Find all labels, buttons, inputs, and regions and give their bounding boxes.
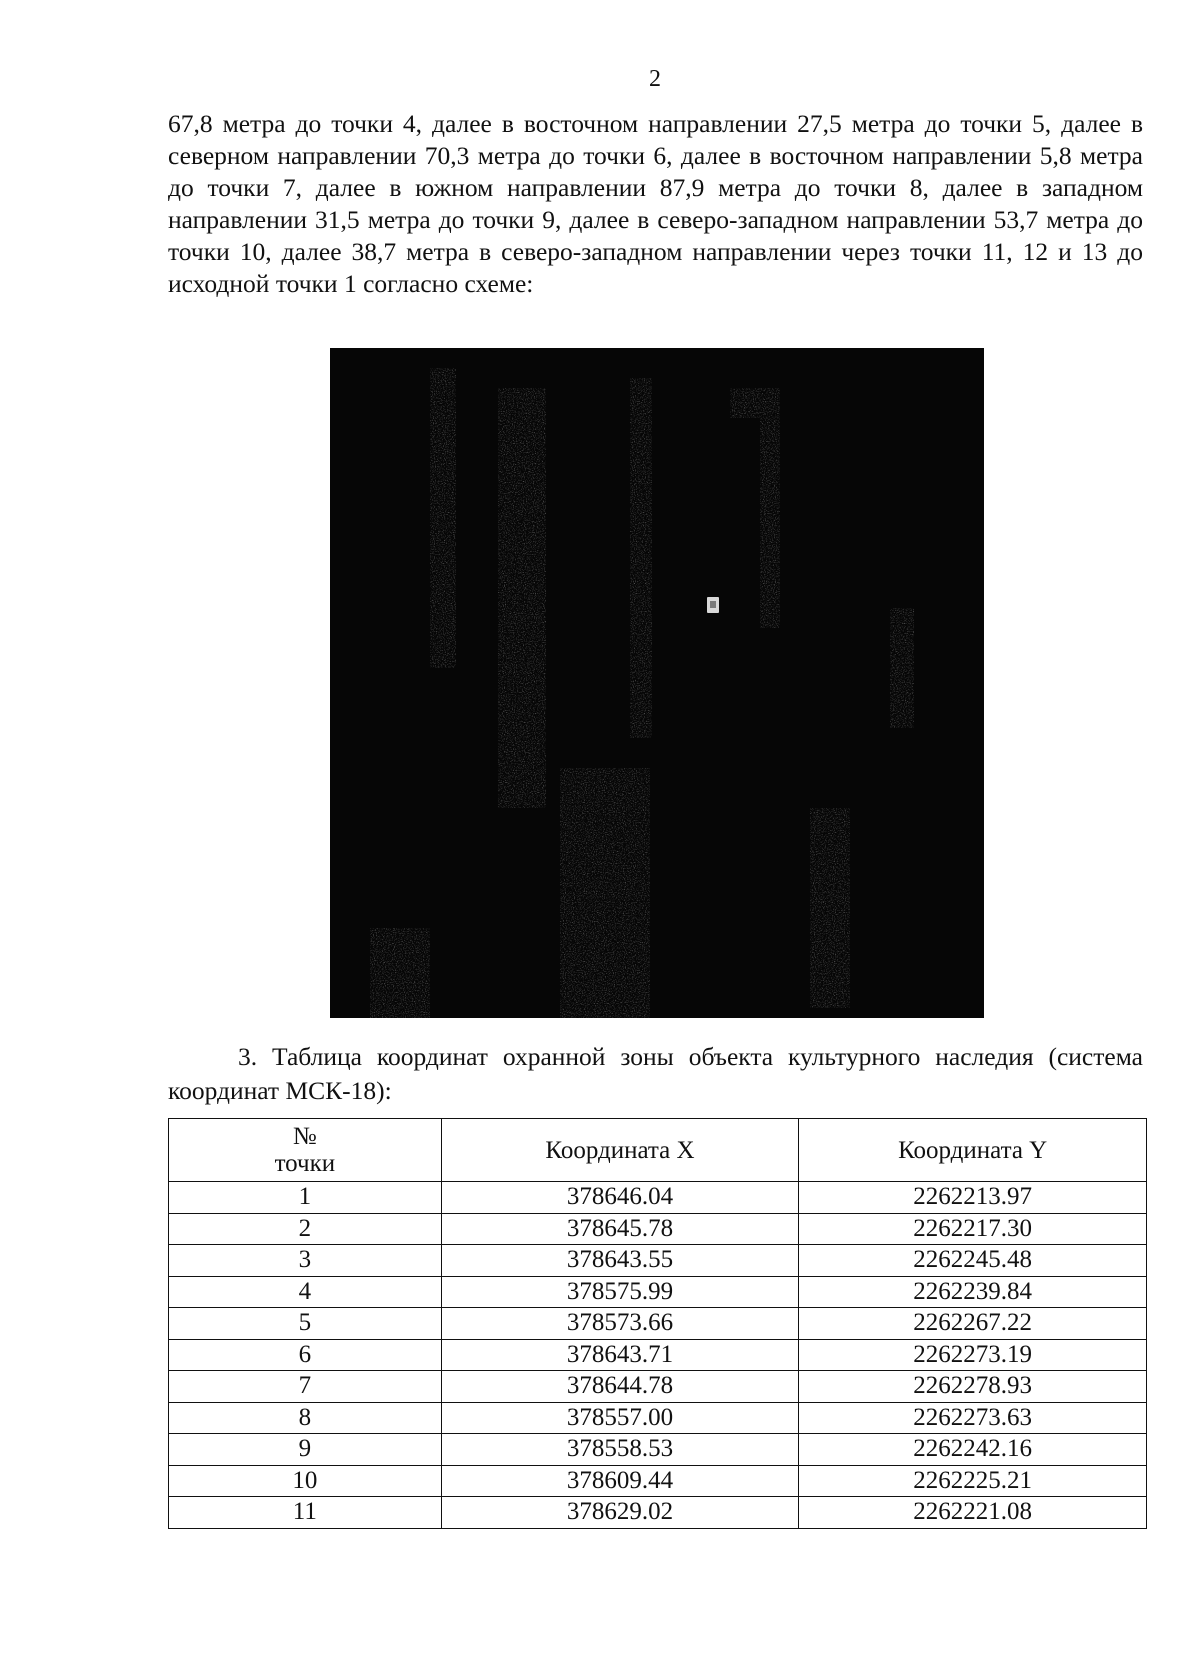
point-number-cell: 1: [169, 1182, 442, 1214]
coordinate-x-cell: 378609.44: [441, 1465, 799, 1497]
coordinate-x-cell: 378643.55: [441, 1245, 799, 1277]
coordinate-x-cell: 378558.53: [441, 1434, 799, 1466]
point-number-cell: 7: [169, 1371, 442, 1403]
point-number-cell: 6: [169, 1339, 442, 1371]
scheme-background: [330, 348, 984, 1018]
coordinate-x-cell: 378645.78: [441, 1213, 799, 1245]
point-number-cell: 3: [169, 1245, 442, 1277]
coordinate-x-cell: 378644.78: [441, 1371, 799, 1403]
table-row: [169, 1497, 1147, 1529]
table-row: [169, 1245, 1147, 1277]
table-row: [169, 1213, 1147, 1245]
table-row: [169, 1276, 1147, 1308]
table-row: [169, 1371, 1147, 1403]
coordinate-y-cell: 2262239.84: [799, 1276, 1147, 1308]
section-title-text: 3. Таблица координат охранной зоны объекта культурного наследия (система координат МСК-18):: [168, 1042, 1143, 1105]
boundary-scheme-image: [330, 348, 984, 1018]
table-header-row: [169, 1119, 1147, 1182]
coordinate-x-cell: 378643.71: [441, 1339, 799, 1371]
table-row: [169, 1402, 1147, 1434]
point-number-cell: 8: [169, 1402, 442, 1434]
section-title: [168, 1040, 1143, 1108]
coordinate-x-cell: 378575.99: [441, 1276, 799, 1308]
coordinates-table-body: [169, 1182, 1147, 1529]
point-number-cell: 9: [169, 1434, 442, 1466]
coordinates-table: [168, 1118, 1147, 1529]
table-row: [169, 1182, 1147, 1214]
header-coordinate-y: Координата Y: [799, 1119, 1147, 1182]
header-coordinate-x: Координата X: [441, 1119, 799, 1182]
page-number: 2: [649, 66, 661, 92]
coordinate-y-cell: 2262217.30: [799, 1213, 1147, 1245]
coordinate-y-cell: 2262267.22: [799, 1308, 1147, 1340]
coordinate-y-cell: 2262245.48: [799, 1245, 1147, 1277]
coordinate-y-cell: 2262225.21: [799, 1465, 1147, 1497]
boundary-description: 67,8 метра до точки 4, далее в восточном направлении 27,5 метра до точки 5, далее в северном направлении 70,3 метра до точки 6, далее в восточном направлении 5,8 метра до точки 7, далее в южном направлении 87,9 метра до точки 8, далее в западном направлении 31,5 метра до точки 9, далее в северо-западном направлении 53,7 метра до точки 10, далее 38,7 метра в северо-западном направлении через точки 11, 12 и 13 до исходной точки 1 согласно схеме:: [168, 109, 1143, 298]
table-row: [169, 1339, 1147, 1371]
point-number-cell: 5: [169, 1308, 442, 1340]
header-point-number-word: точки: [274, 1150, 336, 1177]
coordinate-y-cell: 2262221.08: [799, 1497, 1147, 1529]
building-marker-icon: [707, 597, 719, 613]
table-row: [169, 1465, 1147, 1497]
coordinate-x-cell: 378573.66: [441, 1308, 799, 1340]
coordinate-y-cell: 2262242.16: [799, 1434, 1147, 1466]
header-point-number-symbol: №: [292, 1123, 317, 1150]
point-number-cell: 10: [169, 1465, 442, 1497]
coordinate-x-cell: 378557.00: [441, 1402, 799, 1434]
header-point-number: [169, 1119, 442, 1182]
point-number-cell: 4: [169, 1276, 442, 1308]
table-row: [169, 1434, 1147, 1466]
scheme-canvas: [330, 348, 984, 1018]
coordinate-y-cell: 2262278.93: [799, 1371, 1147, 1403]
coordinate-y-cell: 2262273.19: [799, 1339, 1147, 1371]
coordinate-x-cell: 378629.02: [441, 1497, 799, 1529]
coordinate-y-cell: 2262213.97: [799, 1182, 1147, 1214]
point-number-cell: 11: [169, 1497, 442, 1529]
coordinate-x-cell: 378646.04: [441, 1182, 799, 1214]
table-row: [169, 1308, 1147, 1340]
point-number-cell: 2: [169, 1213, 442, 1245]
coordinate-y-cell: 2262273.63: [799, 1402, 1147, 1434]
